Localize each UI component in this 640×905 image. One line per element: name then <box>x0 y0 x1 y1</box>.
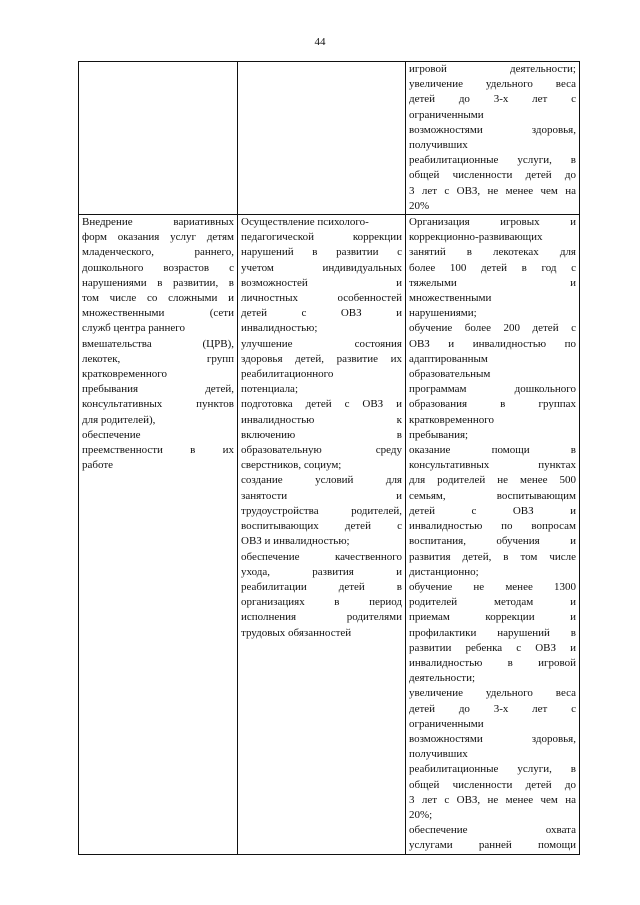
text-line: включению в <box>241 428 402 441</box>
text-line: образовательным <box>409 368 491 381</box>
text-line: для родителей), <box>82 413 156 426</box>
text-line: тяжелыми и <box>409 276 576 289</box>
table-cell-result <box>406 62 580 215</box>
text-line: деятельности; <box>409 672 476 685</box>
text-line: инвалидностью к <box>241 413 402 426</box>
text-line: кратковременного <box>409 413 494 426</box>
text-line: детей с ОВЗ и <box>409 504 576 517</box>
text-line: воспитывающих детей с <box>241 520 402 533</box>
text-line: реабилитационного <box>241 368 334 381</box>
text-line: организациях в период <box>241 596 402 609</box>
text-line: потенциала; <box>241 383 298 396</box>
text-line: ухода, развития и <box>241 565 402 578</box>
text-line: нарушений в развитии с <box>241 246 402 259</box>
text-line: обучение более 200 детей с <box>409 322 576 335</box>
text-line: адаптированным <box>409 352 488 365</box>
text-line: развитии ребенка с ОВЗ и <box>409 641 576 654</box>
text-line: подготовка детей с ОВЗ и <box>241 398 402 411</box>
text-line: обучение не менее 1300 <box>409 580 576 593</box>
table-cell-content <box>238 62 406 215</box>
text-line: возможностями здоровья, <box>409 732 576 745</box>
text-line: ОВЗ и инвалидностью; <box>241 535 350 548</box>
text-line: педагогической коррекции <box>241 231 402 244</box>
text-line: преемственности в их <box>82 444 234 457</box>
text-line: ограниченными <box>409 108 484 121</box>
table-cell-measure <box>79 62 238 215</box>
cell-lines <box>409 215 576 854</box>
text-line: 3 лет с ОВЗ, не менее чем на <box>409 793 576 806</box>
text-line: детей до 3-х лет с <box>409 93 576 106</box>
table-cell-content <box>238 215 406 855</box>
text-line: обеспечение охвата <box>409 824 576 837</box>
text-line: кратковременного <box>82 368 167 381</box>
text-line: форм оказания услуг детям <box>82 231 234 244</box>
text-line: оказание помощи в <box>409 444 576 457</box>
text-line: трудовых обязанностей <box>241 626 352 639</box>
text-line: возможностями здоровья, <box>409 123 576 136</box>
text-line: улучшение состояния <box>241 337 402 350</box>
text-line: образовательную среду <box>241 444 402 457</box>
cell-lines <box>241 215 402 641</box>
text-line: общей численности детей до <box>409 778 576 791</box>
text-line: получивших <box>409 748 468 761</box>
text-line: реабилитационные услуги, в <box>409 763 576 776</box>
text-line: том числе со сложными и <box>82 292 234 305</box>
text-line: более 100 детей в год с <box>409 261 576 274</box>
text-line: ОВЗ и инвалидностью по <box>409 337 576 350</box>
text-line: родителей методам и <box>409 596 576 609</box>
text-line: личностных особенностей <box>241 292 402 305</box>
text-line: занятий в лекотеках для <box>409 246 576 259</box>
text-line: детей до 3-х лет с <box>409 702 576 715</box>
text-line: трудоустройства родителей, <box>241 504 402 517</box>
text-line: профилактики нарушений в <box>409 626 576 639</box>
text-line: обеспечение качественного <box>241 550 402 563</box>
text-line: увеличение удельного веса <box>409 78 576 91</box>
table-row <box>79 215 580 855</box>
table-row <box>79 62 580 215</box>
text-line: инвалидностью в игровой <box>409 656 576 669</box>
table-cell-result <box>406 215 580 855</box>
text-line: 20%; <box>409 808 433 821</box>
text-line: программам дошкольного <box>409 383 576 396</box>
text-line: реабилитационные услуги, в <box>409 154 576 167</box>
text-line: увеличение удельного веса <box>409 687 576 700</box>
text-line: семьям, воспитывающим <box>409 489 576 502</box>
program-table <box>78 61 580 855</box>
text-line: возможностей и <box>241 276 402 289</box>
text-line: развития детей, в том числе <box>409 550 576 563</box>
text-line: занятости и <box>241 489 402 502</box>
text-line: множественными (сети <box>82 307 234 320</box>
text-line: услугами ранней помощи <box>409 839 576 852</box>
text-line: детей с ОВЗ и <box>241 307 402 320</box>
text-line: реабилитации детей в <box>241 580 402 593</box>
cell-lines <box>409 62 576 214</box>
text-line: лекотек, групп <box>82 352 234 365</box>
cell-lines <box>82 215 234 473</box>
text-line: вмешательства (ЦРВ), <box>82 337 234 350</box>
text-line: множественными <box>409 292 492 305</box>
text-line: здоровья детей, развитие их <box>241 352 402 365</box>
text-line: ограниченными <box>409 717 484 730</box>
text-line: создание условий для <box>241 474 402 487</box>
text-line: пребывания; <box>409 428 469 441</box>
text-line: консультативных пунктов <box>82 398 234 411</box>
text-line: инвалидностью; <box>241 322 318 335</box>
text-line: пребывания детей, <box>82 383 234 396</box>
text-line: работе <box>82 459 114 472</box>
text-line: нарушениями; <box>409 307 477 320</box>
text-line: игровой деятельности; <box>409 63 576 75</box>
text-line: младенческого, раннего, <box>82 246 234 259</box>
text-line: нарушениями в развитии, в <box>82 276 234 289</box>
text-line: служб центра раннего <box>82 322 186 335</box>
text-line: Организация игровых и <box>409 216 576 229</box>
page-number: 44 <box>314 36 326 48</box>
text-line: получивших <box>409 139 468 152</box>
text-line: для родителей не менее 500 <box>409 474 576 487</box>
text-line: воспитания, обучения и <box>409 535 576 548</box>
text-line: дошкольного возрастов с <box>82 261 234 274</box>
text-line: исполнения родителями <box>241 611 402 624</box>
text-line: приемам коррекции и <box>409 611 576 624</box>
text-line: консультативных пунктах <box>409 459 576 472</box>
text-line: дистанционно; <box>409 565 479 578</box>
text-line: 3 лет с ОВЗ, не менее чем на <box>409 184 576 197</box>
text-line: коррекционно-развивающих <box>409 231 543 244</box>
text-line: учетом индивидуальных <box>241 261 402 274</box>
text-line: общей численности детей до <box>409 169 576 182</box>
text-line: 20% <box>409 199 430 212</box>
table-cell-measure <box>79 215 238 855</box>
text-line: Осуществление психолого- <box>241 216 369 229</box>
text-line: образования в группах <box>409 398 576 411</box>
text-line: сверстников, социум; <box>241 459 342 472</box>
text-line: обеспечение <box>82 428 141 441</box>
text-line: инвалидностью по вопросам <box>409 520 576 533</box>
text-line: Внедрение вариативных <box>82 216 234 229</box>
